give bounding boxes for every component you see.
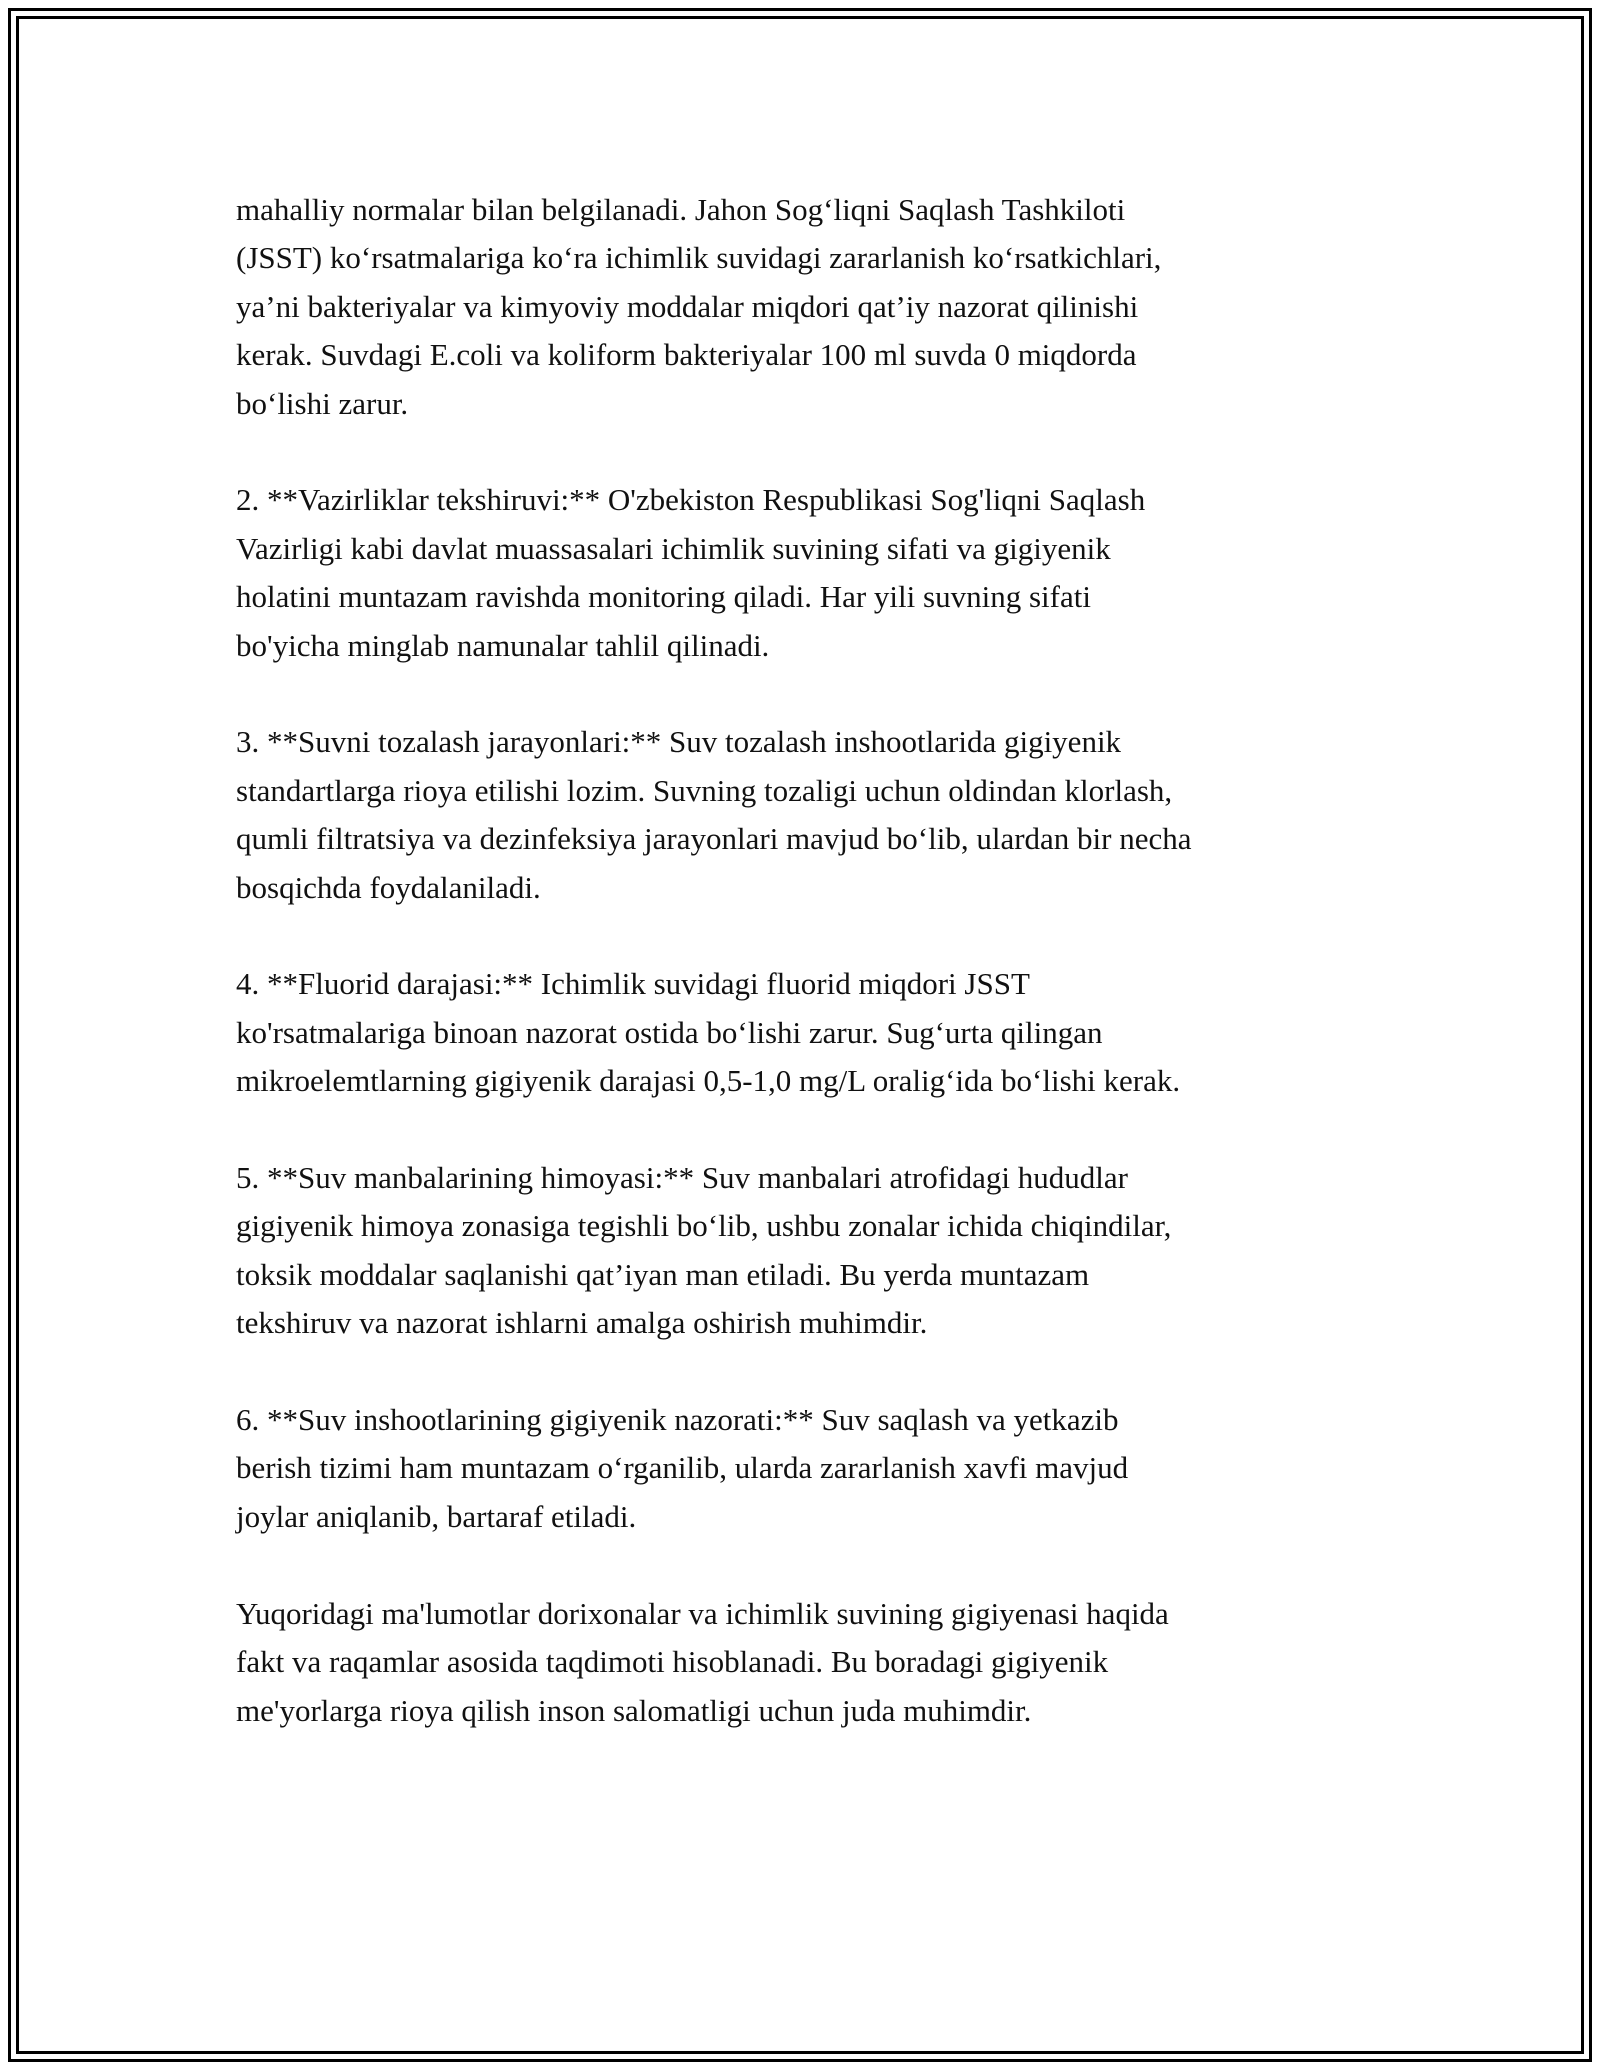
document-body [236,186,1396,1783]
text-line: ko'rsatmalariga binoan nazorat ostida bo‘lishi zarur. Sug‘urta qilingan [236,1014,1103,1050]
text-line: bo‘lishi zarur. [236,385,409,421]
text-line: holatini muntazam ravishda monitoring qiladi. Har yili suvning sifati [236,579,1091,615]
text-line: 4. **Fluorid darajasi:** Ichimlik suvidagi fluorid miqdori JSST [236,966,1030,1002]
text-line: bo'yicha minglab namunalar tahlil qilinadi. [236,627,770,663]
text-line: joylar aniqlanib, bartaraf etiladi. [236,1498,637,1534]
text-line: Yuqoridagi ma'lumotlar dorixonalar va ichimlik suvining gigiyenasi haqida [236,1595,1169,1631]
text-line: ya’ni bakteriyalar va kimyoviy moddalar miqdori qat’iy nazorat qilinishi [236,288,1139,324]
paragraph-source-protection [236,1154,1396,1348]
text-line: mahalliy normalar bilan belgilanadi. Jahon Sog‘liqni Saqlash Tashkiloti [236,192,1126,227]
text-line: fakt va raqamlar asosida taqdimoti hisoblanadi. Bu boradagi gigiyenik [236,1644,1109,1680]
paragraph-ministry-inspection [236,476,1396,670]
text-line: standartlarga rioya etilishi lozim. Suvning tozaligi uchun oldindan klorlash, [236,772,1173,808]
paragraph-facility-control [236,1396,1396,1541]
text-line: 6. **Suv inshootlarining gigiyenik nazorati:** Suv saqlash va yetkazib [236,1402,1119,1438]
paragraph-water-treatment [236,718,1396,912]
text-line: qumli filtratsiya va dezinfeksiya jarayonlari mavjud bo‘lib, ulardan bir necha [236,821,1192,857]
text-line: berish tizimi ham muntazam o‘rganilib, ularda zararlanish xavfi mavjud [236,1450,1129,1486]
paragraph-conclusion [236,1590,1396,1735]
text-line: (JSST) ko‘rsatmalariga ko‘ra ichimlik suvidagi zararlanish ko‘rsatkichlari, [236,240,1162,276]
paragraph-fluoride-level [236,960,1396,1105]
text-line: mikroelemtlarning gigiyenik darajasi 0,5-1,0 mg/L oralig‘ida bo‘lishi kerak. [236,1063,1181,1099]
text-line: me'yorlarga rioya qilish inson salomatligi uchun juda muhimdir. [236,1692,1032,1728]
text-line: tekshiruv va nazorat ishlarni amalga oshirish muhimdir. [236,1305,928,1341]
text-line: kerak. Suvdagi E.coli va koliform bakteriyalar 100 ml suvda 0 miqdorda [236,337,1137,373]
text-line: Vazirligi kabi davlat muassasalari ichimlik suvining sifati va gigiyenik [236,530,1111,566]
text-line: gigiyenik himoya zonasiga tegishli bo‘lib, ushbu zonalar ichida chiqindilar, [236,1208,1172,1244]
text-line: bosqichda foydalaniladi. [236,869,541,905]
text-line: toksik moddalar saqlanishi qat’iyan man etiladi. Bu yerda muntazam [236,1256,1090,1292]
text-line: 2. **Vazirliklar tekshiruvi:** O'zbekiston Respublikasi Sog'liqni Saqlash [236,482,1146,518]
text-line: 3. **Suvni tozalash jarayonlari:** Suv tozalash inshootlarida gigiyenik [236,724,1122,760]
paragraph-intro-continuation [236,186,1396,428]
text-line: 5. **Suv manbalarining himoyasi:** Suv manbalari atrofidagi hududlar [236,1160,1128,1196]
